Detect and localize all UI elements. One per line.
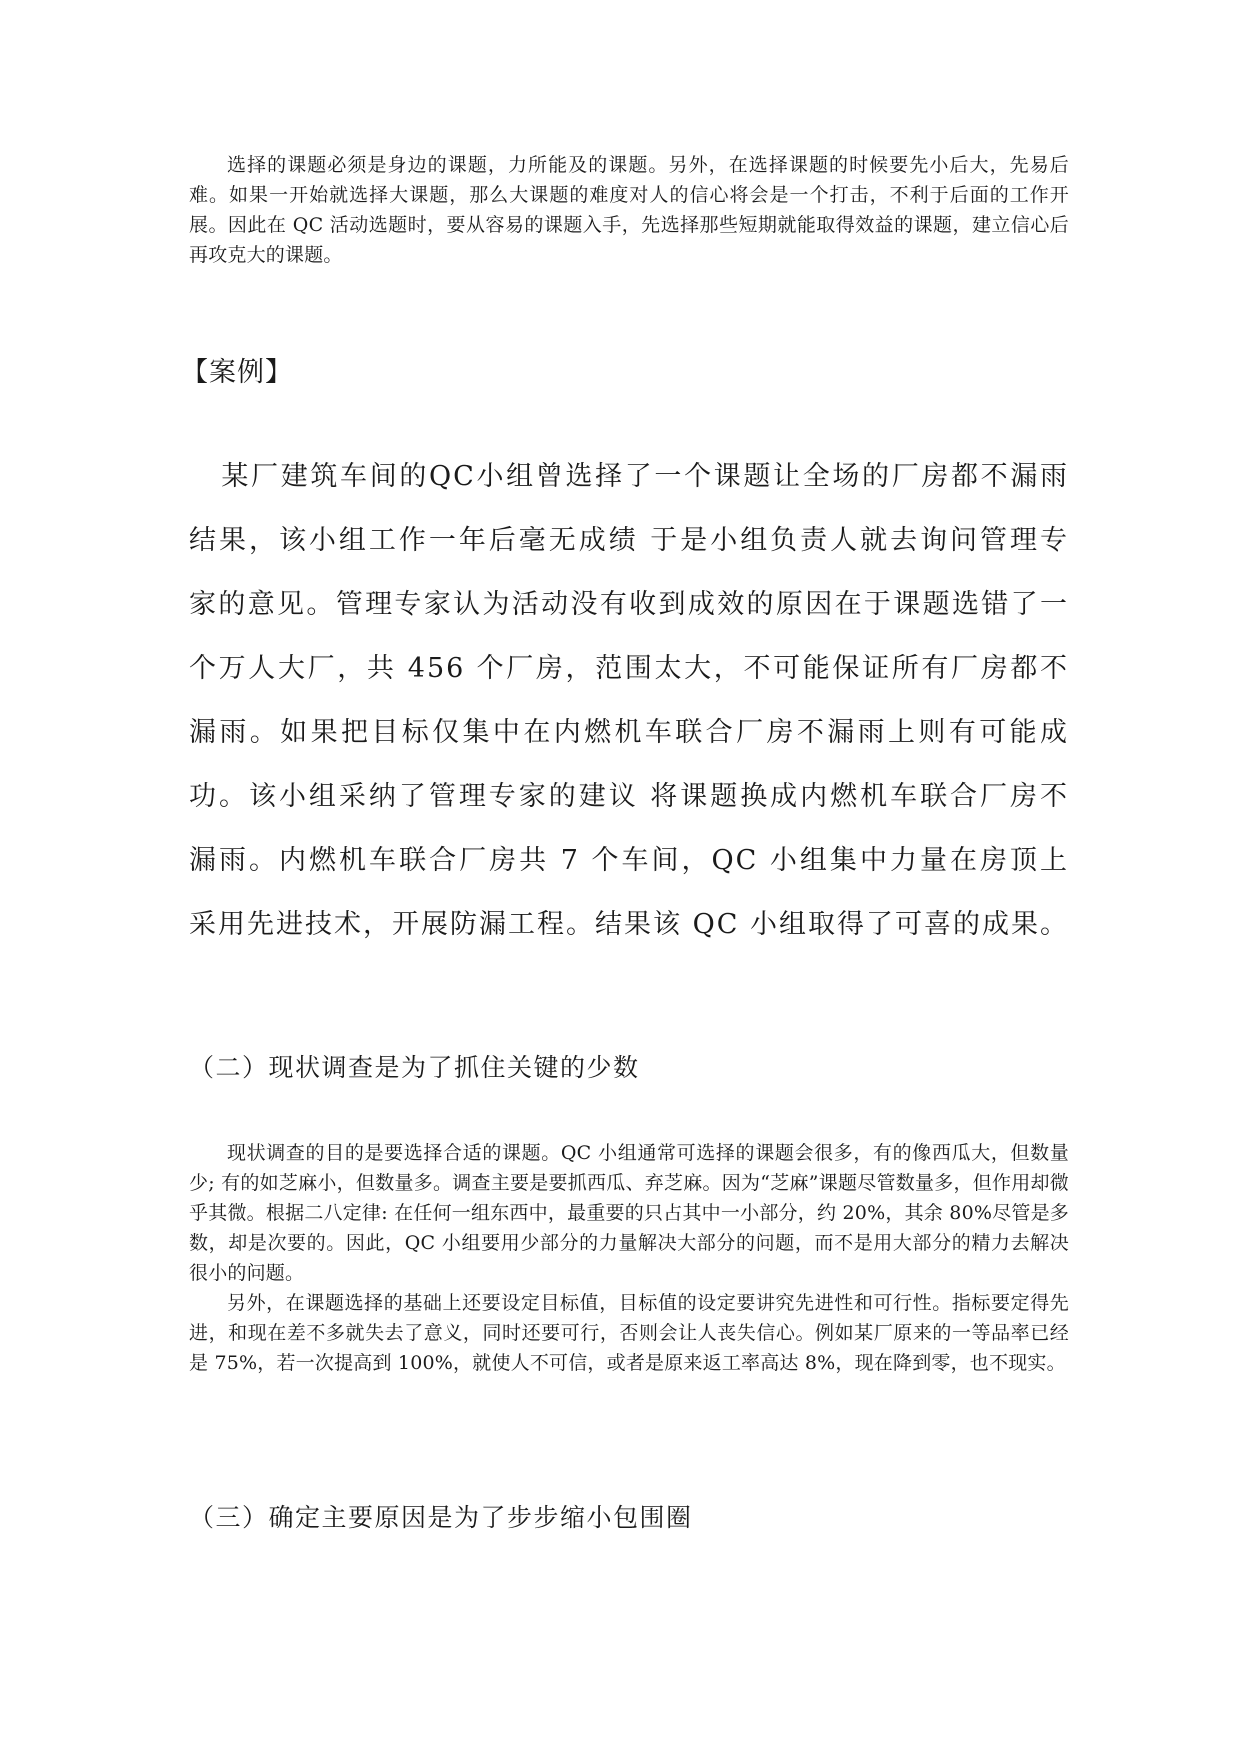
section-2-heading: （二）现状调查是为了抓住关键的少数 xyxy=(189,1053,640,1082)
section-2-paragraph: 另外，在课题选择的基础上还要设定目标值，目标值的设定要讲究先进性和可行性。指标要定得先进，和现在差不多就失去了意义，同时还要可行，否则会让人丧失信心。例如某厂原来的一等品率已经是 75%，若一次提高到 100%，就使人不可信，或者是原来返工率高达 8%，现在降到零，也不现实。 xyxy=(189,1292,1069,1374)
case-heading: 【案例】 xyxy=(181,357,293,388)
case-paragraph: 某厂建筑车间的QC小组曾选择了一个课题让全场的厂房都不漏雨结果，该小组工作一年后毫无成绩 于是小组负责人就去询问管理专家的意见。管理专家认为活动没有收到成效的原因在于课题选错了一个万人大厂，共 456 个厂房，范围太大，不可能保证所有厂房都不漏雨。如果把目标仅集中在内燃机车联合厂房不漏雨上则有可能成功。该小组采纳了管理专家的建议 将课题换成内燃机车联合厂房不漏雨。内燃机车联合厂房共 7 个车间，QC 小组集中力量在房顶上采用先进技术，开展防漏工程。结果该 QC 小组取得了可喜的成果。 xyxy=(189,461,1069,940)
section-2-body xyxy=(189,1138,1069,1378)
section-3-heading: （三）确定主要原因是为了步步缩小包围圈 xyxy=(189,1503,693,1532)
intro-paragraph: 选择的课题必须是身边的课题，力所能及的课题。另外，在选择课题的时候要先小后大，先易后难。如果一开始就选择大课题，那么大课题的难度对人的信心将会是一个打击，不利于后面的工作开展。因此在 QC 活动选题时，要从容易的课题入手，先选择那些短期就能取得效益的课题，建立信心后再攻克大的课题。 xyxy=(189,154,1069,266)
section-2-paragraph: 现状调查的目的是要选择合适的课题。QC 小组通常可选择的课题会很多，有的像西瓜大，但数量少; 有的如芝麻小，但数量多。调查主要是要抓西瓜、弃芝麻。因为“芝麻”课题尽管数量多，但作用却微乎其微。根据二八定律: 在任何一组东西中，最重要的只占其中一小部分，约 20%，其余 80%尽管是多数，却是次要的。因此，QC 小组要用少部分的力量解决大部分的问题，而不是用大部分的精力去解决很小的问题。 xyxy=(189,1142,1069,1284)
